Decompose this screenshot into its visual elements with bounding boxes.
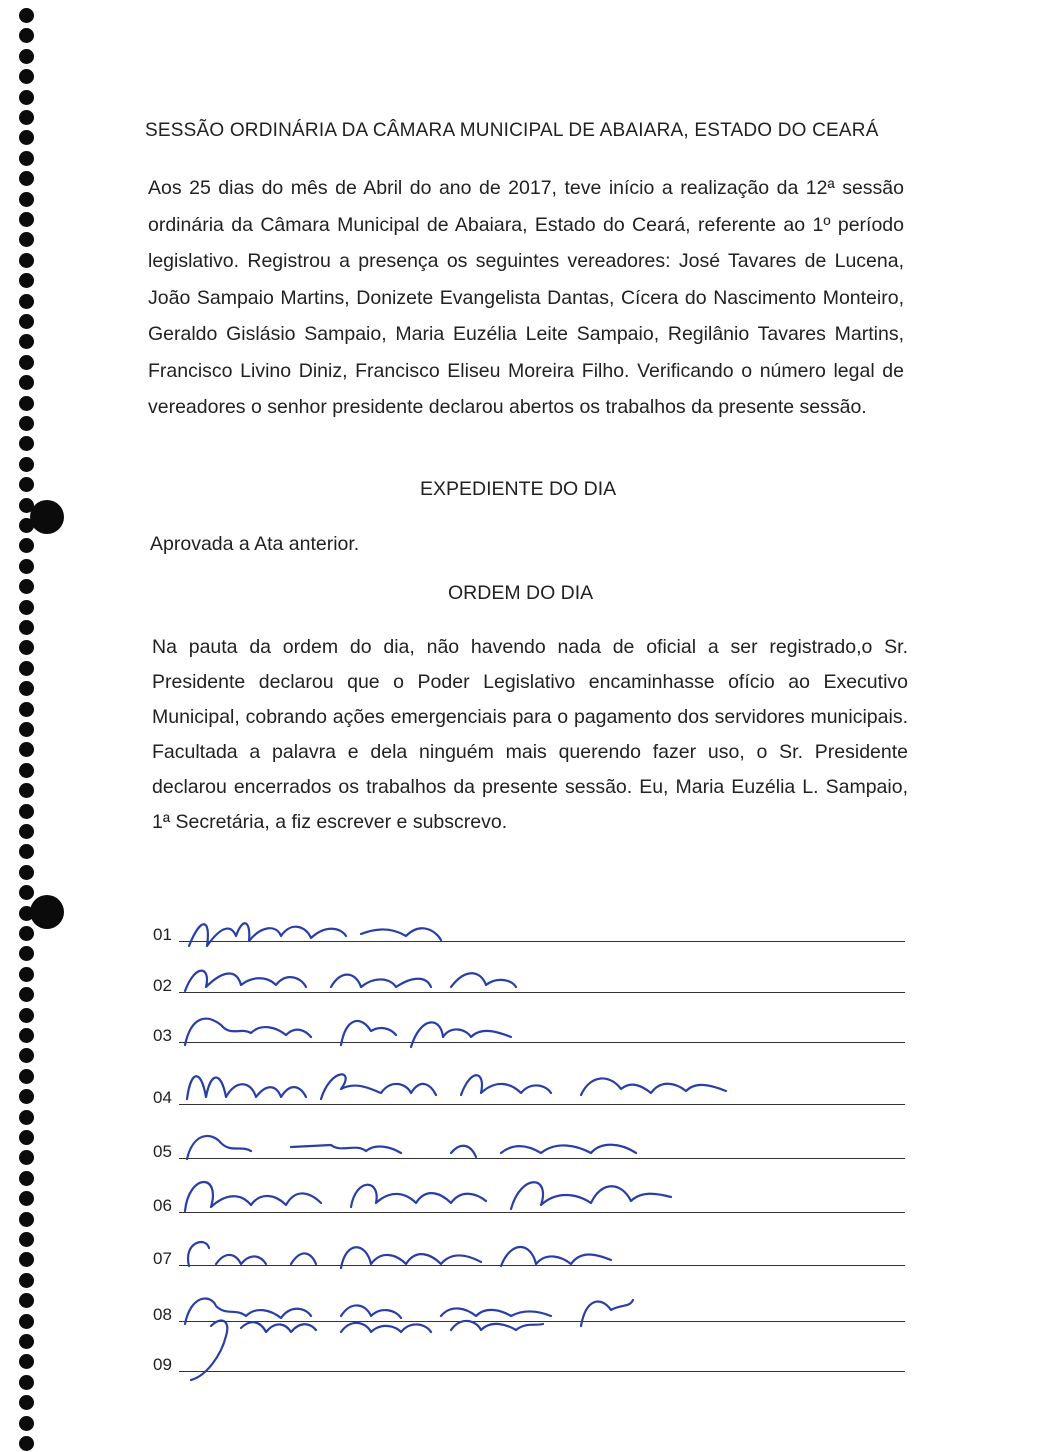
binder-hole (19, 926, 34, 941)
binder-hole (19, 273, 34, 288)
binder-hole (19, 436, 34, 451)
binder-hole (19, 1191, 34, 1206)
binder-hole (19, 1028, 34, 1043)
binder-hole (19, 783, 34, 798)
binder-hole (19, 742, 34, 757)
binder-hole (19, 212, 34, 227)
binder-hole (19, 1293, 34, 1308)
binder-hole (19, 171, 34, 186)
binder-hole (19, 865, 34, 880)
binder-hole (19, 661, 34, 676)
binder-hole (19, 559, 34, 574)
binder-hole (19, 1212, 34, 1227)
signature-line (153, 916, 905, 942)
binder-hole (19, 334, 34, 349)
binder-hole (19, 1110, 34, 1125)
binder-hole (19, 49, 34, 64)
binder-hole (19, 253, 34, 268)
binder-hole (19, 1089, 34, 1104)
binder-hole (19, 1150, 34, 1165)
handwritten-signature (181, 1007, 561, 1057)
binder-hole-large (30, 500, 64, 534)
handwritten-signature (181, 1306, 561, 1386)
opening-paragraph: Aos 25 dias do mês de Abril do ano de 2017, teve início a realização da 12ª sessão ordinária da Câmara Municipal de Abaiara, Estado do Ceará, referente ao 1º período legislativo. Registrou a presença os seguintes vereadores: José Tavares de Lucena, João Sampaio Martins, Donizete Evangelista Dantas, Cícera do Nascimento Monteiro, Geraldo Gislásio Sampaio, Maria Euzélia Leite Sampaio, Regilânio Tavares Martins, Francisco Livino Diniz, Francisco Eliseu Moreira Filho. Verificando o número legal de vereadores o senhor presidente declarou abertos os trabalhos da presente sessão. (148, 177, 904, 418)
binder-hole (19, 1375, 34, 1390)
binder-hole (19, 69, 34, 84)
handwritten-signature (181, 1167, 681, 1227)
binder-hole (19, 1048, 34, 1063)
binder-hole (19, 477, 34, 492)
signature-number: 04 (153, 1088, 172, 1107)
handwritten-signature (181, 1059, 781, 1119)
binder-hole (19, 763, 34, 778)
binder-hole (19, 1232, 34, 1247)
binder-hole (19, 681, 34, 696)
signature-number: 09 (153, 1355, 172, 1374)
signature-number: 08 (153, 1305, 172, 1324)
binder-hole (19, 1395, 34, 1410)
binder-hole (19, 702, 34, 717)
binder-hole (19, 1354, 34, 1369)
binder-hole (19, 640, 34, 655)
binder-hole (19, 1334, 34, 1349)
signature-number: 03 (153, 1026, 172, 1045)
binder-hole (19, 600, 34, 615)
binder-hole (19, 824, 34, 839)
binder-hole (19, 192, 34, 207)
binder-hole (19, 1130, 34, 1145)
binder-hole (19, 396, 34, 411)
section-heading-expediente: EXPEDIENTE DO DIA (420, 478, 617, 500)
signature-line (153, 1079, 905, 1105)
signature-line (153, 967, 905, 993)
binder-hole-large (30, 895, 64, 929)
signature-number: 07 (153, 1249, 172, 1268)
binder-hole (19, 804, 34, 819)
agenda-paragraph: Na pauta da ordem do dia, não havendo nada de oficial a ser registrado,o Sr. Presidente declarou que o Poder Legislativo encaminhasse ofício ao Executivo Municipal, cobrando ações emergenciais para o pagamento dos servidores municipais. Facultada a palavra e dela ninguém mais querendo fazer uso, o Sr. Presidente declarou encerrados os trabalhos da presente sessão. Eu, Maria Euzélia L. Sampaio, 1ª Secretária, a fiz escrever e subscrevo. (152, 636, 908, 833)
binder-hole (19, 110, 34, 125)
binder-hole (19, 130, 34, 145)
binder-hole (19, 620, 34, 635)
expediente-text: Aprovada a Ata anterior. (150, 533, 360, 555)
binder-hole (19, 844, 34, 859)
binder-hole (19, 1314, 34, 1329)
binder-hole (19, 987, 34, 1002)
binder-hole (19, 90, 34, 105)
signature-line (153, 1017, 905, 1043)
binder-hole (19, 1416, 34, 1431)
handwritten-signature (181, 957, 541, 1007)
signature-number: 05 (153, 1142, 172, 1161)
signature-number: 02 (153, 976, 172, 995)
handwritten-signature (181, 906, 481, 956)
binder-hole (19, 8, 34, 23)
handwritten-signature (181, 1230, 631, 1280)
binder-holes (0, 0, 60, 1452)
binder-hole (19, 1008, 34, 1023)
section-heading-ordem: ORDEM DO DIA (448, 582, 594, 604)
binder-hole (19, 1273, 34, 1288)
signature-line (153, 1240, 905, 1266)
binder-hole (19, 1436, 34, 1451)
binder-hole (19, 967, 34, 982)
binder-hole (19, 28, 34, 43)
binder-hole (19, 1069, 34, 1084)
signature-line (153, 1187, 905, 1213)
handwritten-signature (181, 1123, 661, 1173)
document-title: SESSÃO ORDINÁRIA DA CÂMARA MUNICIPAL DE ABAIARA, ESTADO DO CEARÁ (145, 120, 879, 141)
signature-number: 01 (153, 925, 172, 944)
signature-number: 06 (153, 1196, 172, 1215)
binder-hole (19, 722, 34, 737)
binder-hole (19, 579, 34, 594)
binder-hole (19, 416, 34, 431)
binder-hole (19, 457, 34, 472)
binder-hole (19, 946, 34, 961)
binder-hole (19, 538, 34, 553)
binder-hole (19, 355, 34, 370)
binder-hole (19, 151, 34, 166)
binder-hole (19, 294, 34, 309)
signature-line (153, 1133, 905, 1159)
signature-line (153, 1346, 905, 1372)
binder-hole (19, 1252, 34, 1267)
binder-hole (19, 885, 34, 900)
binder-hole (19, 375, 34, 390)
binder-hole (19, 232, 34, 247)
binder-hole (19, 1171, 34, 1186)
binder-hole (19, 314, 34, 329)
